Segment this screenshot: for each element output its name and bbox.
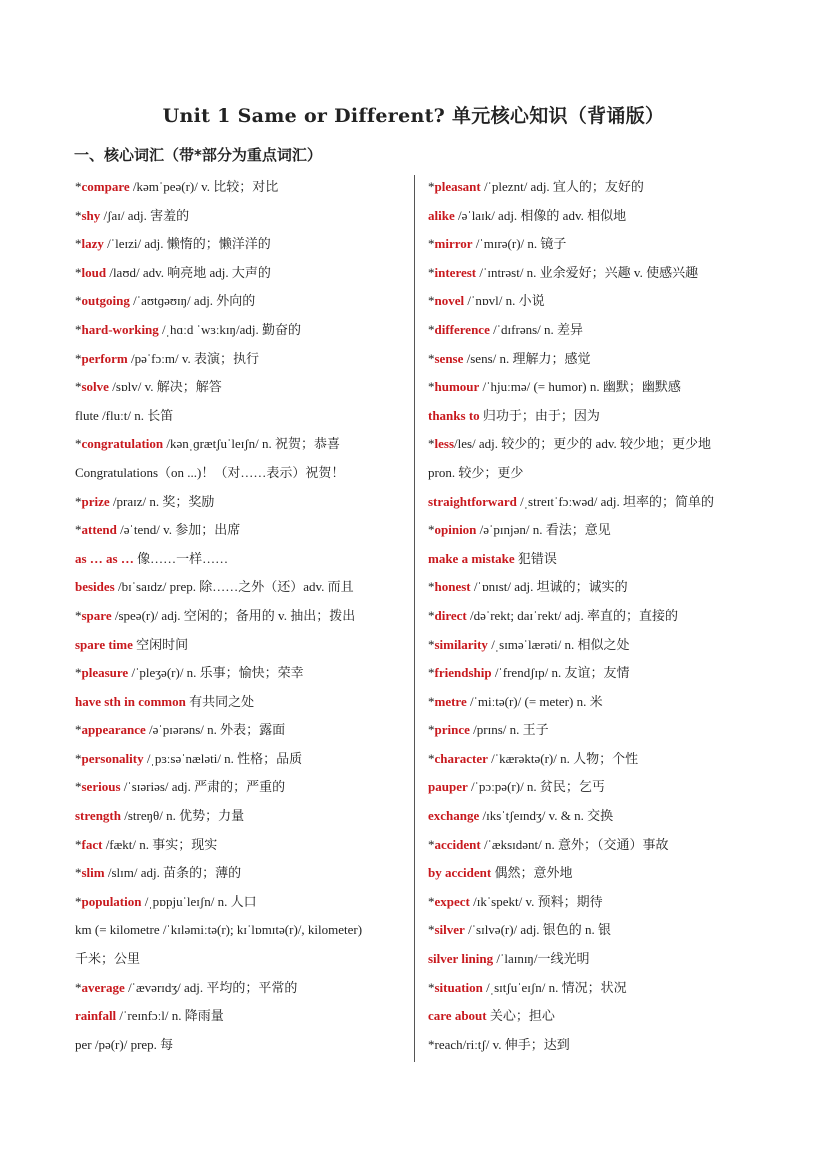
vocab-definition: /ˈhjuːmə/ (= humor) n. 幽默；幽默感 bbox=[479, 379, 681, 395]
vocab-definition: /ˈaʊtɡəʊɪŋ/ adj. 外向的 bbox=[129, 293, 256, 309]
vocab-entry bbox=[428, 974, 763, 1003]
vocab-entry bbox=[75, 773, 410, 802]
key-word-marker: * bbox=[428, 1036, 435, 1052]
vocab-entry bbox=[75, 316, 410, 345]
vocab-headword: interest bbox=[434, 264, 477, 280]
key-word-marker: * bbox=[428, 379, 435, 395]
vocab-headword: slim bbox=[81, 865, 105, 881]
vocab-headword: have sth in common bbox=[75, 693, 186, 709]
vocab-headword: spare bbox=[81, 607, 112, 623]
vocab-definition: /les/ adj. 较少的；更少的 adv. 较少地；更少地 bbox=[454, 436, 711, 452]
vocab-definition: /ˈfrendʃɪp/ n. 友谊；友情 bbox=[491, 665, 630, 681]
vocab-entry bbox=[75, 459, 410, 488]
key-word-marker: * bbox=[75, 379, 82, 395]
vocab-definition: /ˈdɪfrəns/ n. 差异 bbox=[489, 321, 584, 337]
vocab-definition: /streŋθ/ n. 优势；力量 bbox=[120, 808, 245, 824]
vocab-definition: /ˈleɪzi/ adj. 懒惰的；懒洋洋的 bbox=[103, 236, 271, 252]
vocab-headword: appearance bbox=[81, 722, 146, 738]
vocab-definition: /ˈævərɪdʒ/ adj. 平均的；平常的 bbox=[124, 979, 298, 995]
vocab-headword: population bbox=[81, 893, 142, 909]
key-word-marker: * bbox=[428, 436, 435, 452]
key-word-marker: * bbox=[75, 779, 82, 795]
vocab-definition: Congratulations（on ...)！（对……表示）祝贺！ bbox=[75, 464, 345, 480]
vocab-headword: opinion bbox=[434, 522, 477, 538]
vocab-headword: lazy bbox=[81, 236, 104, 252]
vocab-entry bbox=[428, 345, 763, 374]
vocab-headword: compare bbox=[81, 179, 130, 194]
vocab-entry bbox=[75, 831, 410, 860]
vocab-definition: /ˈmɪrə(r)/ n. 镜子 bbox=[472, 236, 567, 252]
key-word-marker: * bbox=[428, 579, 435, 595]
vocab-headword: prince bbox=[434, 722, 470, 738]
vocab-entry bbox=[75, 545, 410, 574]
vocab-headword: attend bbox=[81, 522, 117, 538]
vocab-definition: /əˈtend/ v. 参加；出席 bbox=[116, 522, 241, 538]
vocab-definition-continued: pron. 较少；更少 bbox=[428, 464, 524, 480]
vocab-entry bbox=[75, 488, 410, 517]
vocab-headword: alike bbox=[428, 207, 455, 223]
vocab-headword: fact bbox=[81, 836, 103, 852]
key-word-marker: * bbox=[75, 865, 82, 881]
vocab-entry bbox=[428, 202, 763, 231]
key-word-marker: * bbox=[75, 179, 82, 194]
vocab-entry bbox=[428, 716, 763, 745]
vocab-headword: hard-working bbox=[81, 321, 159, 337]
key-word-marker: * bbox=[428, 293, 435, 309]
vocab-definition: /ˈpleʒə(r)/ n. 乐事；愉快；荣幸 bbox=[128, 665, 304, 681]
vocab-headword: mirror bbox=[434, 236, 473, 252]
vocab-entry bbox=[428, 402, 763, 431]
vocab-entry bbox=[75, 402, 410, 431]
vocab-definition: /ˌsɪməˈlærəti/ n. 相似之处 bbox=[487, 636, 630, 652]
vocab-entry bbox=[75, 173, 410, 202]
vocab-headword: thanks to bbox=[428, 407, 480, 423]
vocab-headword: accident bbox=[434, 836, 481, 852]
vocab-entry bbox=[428, 573, 763, 602]
vocab-headword: pleasure bbox=[81, 665, 129, 681]
key-word-marker: * bbox=[428, 693, 435, 709]
vocab-definition: /ˈɪntrəst/ n. 业余爱好；兴趣 v. 使感兴趣 bbox=[476, 264, 699, 280]
vocab-definition: /əˈlaɪk/ adj. 相像的 adv. 相似地 bbox=[454, 207, 627, 223]
vocab-headword: silver lining bbox=[428, 951, 494, 967]
vocab-headword: as … as … bbox=[75, 550, 134, 566]
vocab-entry bbox=[428, 831, 763, 860]
vocab-entry bbox=[75, 430, 410, 459]
vocab-definition: /bɪˈsaɪdz/ prep. 除……之外（还）adv. 而且 bbox=[114, 579, 354, 595]
key-word-marker: * bbox=[75, 979, 82, 995]
vocab-entry bbox=[75, 802, 410, 831]
vocab-definition: /ˈmiːtə(r)/ (= meter) n. 米 bbox=[466, 693, 603, 709]
vocab-definition: /praɪz/ n. 奖；奖励 bbox=[109, 493, 215, 509]
vocab-headword: exchange bbox=[428, 808, 480, 824]
key-word-marker: * bbox=[75, 236, 82, 252]
vocab-definition: /əˈpɪərəns/ n. 外表；露面 bbox=[145, 722, 286, 738]
vocab-entry bbox=[75, 287, 410, 316]
vocab-definition: /sens/ n. 理解力；感觉 bbox=[463, 350, 591, 366]
vocab-headword: novel bbox=[434, 293, 465, 309]
page-title: Unit 1 Same or Different? 单元核心知识（背诵版） bbox=[162, 105, 665, 127]
vocab-entry bbox=[428, 230, 763, 259]
vocab-headword: care about bbox=[428, 1008, 487, 1024]
key-word-marker: * bbox=[75, 722, 82, 738]
key-word-marker: * bbox=[428, 264, 435, 280]
vocab-entry bbox=[75, 345, 410, 374]
vocab-entry bbox=[75, 716, 410, 745]
vocab-entry bbox=[75, 888, 410, 917]
vocab-entry bbox=[428, 1002, 763, 1031]
key-word-marker: * bbox=[428, 722, 435, 738]
vocab-headword: character bbox=[434, 750, 488, 766]
key-word-marker: * bbox=[75, 264, 82, 280]
vocab-definition: flute /fluːt/ n. 长笛 bbox=[75, 407, 174, 423]
key-word-marker: * bbox=[75, 436, 82, 452]
vocab-definition: 空闲时间 bbox=[132, 636, 189, 652]
vocab-definition: 关心；担心 bbox=[486, 1008, 555, 1024]
vocab-definition: 犯错误 bbox=[514, 550, 557, 566]
vocab-definition: /ˈpɔːpə(r)/ n. 贫民；乞丐 bbox=[467, 779, 605, 795]
vocab-definition: /ɪkˈspekt/ v. 预料；期待 bbox=[469, 893, 603, 909]
key-word-marker: * bbox=[428, 750, 435, 766]
vocab-headword: humour bbox=[434, 379, 480, 395]
vocab-headword: personality bbox=[81, 750, 144, 766]
vocab-headword: straightforward bbox=[428, 493, 517, 509]
vocab-definition: /ˈsɪəriəs/ adj. 严肃的；严重的 bbox=[120, 779, 286, 795]
vocab-entry bbox=[428, 745, 763, 774]
vocab-entry bbox=[75, 602, 410, 631]
vocab-entry bbox=[75, 202, 410, 231]
vocab-entry bbox=[75, 974, 410, 1003]
key-word-marker: * bbox=[75, 207, 82, 223]
vocab-entry bbox=[428, 659, 763, 688]
vocab-definition: /ˈæksɪdənt/ n. 意外；（交通）事故 bbox=[480, 836, 669, 852]
vocab-definition: /ʃaɪ/ adj. 害羞的 bbox=[100, 207, 190, 223]
vocab-definition: /laʊd/ adv. 响亮地 adj. 大声的 bbox=[106, 264, 271, 280]
key-word-marker: * bbox=[428, 836, 435, 852]
vocab-headword: metre bbox=[434, 693, 467, 709]
vocab-definition: /speə(r)/ adj. 空闲的；备用的 v. 抽出；拨出 bbox=[111, 607, 356, 623]
key-word-marker: * bbox=[428, 979, 435, 995]
key-word-marker: * bbox=[75, 522, 82, 538]
vocab-entry bbox=[428, 916, 763, 945]
vocab-headword: pauper bbox=[428, 779, 468, 795]
key-word-marker: * bbox=[75, 665, 82, 681]
vocab-entry bbox=[428, 173, 763, 202]
vocab-headword: rainfall bbox=[75, 1008, 117, 1024]
vocab-entry bbox=[428, 516, 763, 545]
vocab-definition: 像……一样…… bbox=[133, 550, 229, 566]
vocab-entry bbox=[428, 545, 763, 574]
vocab-headword: expect bbox=[434, 893, 470, 909]
vocab-headword: solve bbox=[81, 379, 109, 395]
key-word-marker: * bbox=[428, 522, 435, 538]
vocab-definition: /ˌstreɪtˈfɔːwəd/ adj. 坦率的；简单的 bbox=[516, 493, 714, 509]
vocab-definition: /ˌpɒpjuˈleɪʃn/ n. 人口 bbox=[141, 893, 257, 909]
section-heading: 一、核心词汇（带*部分为重点词汇） bbox=[74, 146, 322, 164]
key-word-marker: * bbox=[75, 750, 82, 766]
vocab-definition: 偶然；意外地 bbox=[491, 865, 573, 881]
vocab-entry bbox=[428, 430, 763, 487]
key-word-marker: * bbox=[428, 321, 435, 337]
vocab-entry bbox=[428, 373, 763, 402]
vocab-headword: friendship bbox=[434, 665, 492, 681]
vocab-definition: /pəˈfɔːm/ v. 表演；执行 bbox=[127, 350, 260, 366]
vocab-entry bbox=[75, 373, 410, 402]
vocab-headword: spare time bbox=[75, 636, 133, 652]
right-vocab-column bbox=[428, 173, 763, 1059]
vocab-definition: /ˈɒnɪst/ adj. 坦诚的；诚实的 bbox=[470, 579, 628, 595]
vocab-entry bbox=[428, 888, 763, 917]
key-word-marker: * bbox=[75, 607, 82, 623]
key-word-marker: * bbox=[75, 321, 82, 337]
vocab-entry bbox=[428, 688, 763, 717]
vocab-headword: by accident bbox=[428, 865, 492, 881]
vocab-entry bbox=[428, 488, 763, 517]
vocab-headword: prize bbox=[81, 493, 110, 509]
left-vocab-column bbox=[75, 173, 410, 1059]
key-word-marker: * bbox=[428, 179, 435, 194]
vocab-definition: /əˈpɪnjən/ n. 看法；意见 bbox=[476, 522, 611, 538]
vocab-headword: sense bbox=[434, 350, 464, 366]
vocab-headword: strength bbox=[75, 808, 121, 824]
vocab-headword: situation bbox=[434, 979, 483, 995]
vocab-definition: /ˈsɪlvə(r)/ adj. 银色的 n. 银 bbox=[464, 922, 612, 938]
vocab-entry bbox=[75, 916, 410, 973]
vocab-entry bbox=[75, 688, 410, 717]
key-word-marker: * bbox=[428, 236, 435, 252]
vocab-entry bbox=[75, 1031, 410, 1060]
vocab-headword: honest bbox=[434, 579, 471, 595]
vocab-entry bbox=[428, 602, 763, 631]
vocab-definition: /dəˈrekt; daɪˈrekt/ adj. 率直的；直接的 bbox=[466, 607, 678, 623]
vocab-entry bbox=[75, 859, 410, 888]
vocab-entry bbox=[428, 631, 763, 660]
vocab-definition: /kəmˈpeə(r)/ v. 比较；对比 bbox=[129, 179, 279, 194]
vocab-definition: /sɒlv/ v. 解决；解答 bbox=[108, 379, 222, 395]
key-word-marker: * bbox=[428, 607, 435, 623]
vocab-entry bbox=[428, 287, 763, 316]
vocab-definition-continued: 千米；公里 bbox=[75, 951, 141, 967]
vocab-definition: /ˈnɒvl/ n. 小说 bbox=[464, 293, 545, 309]
vocab-definition: 有共同之处 bbox=[185, 693, 255, 709]
key-word-marker: * bbox=[75, 836, 82, 852]
vocab-headword: outgoing bbox=[81, 293, 130, 309]
key-word-marker: * bbox=[75, 350, 82, 366]
vocab-definition: /ˌsɪtʃuˈeɪʃn/ n. 情况；状况 bbox=[482, 979, 627, 995]
vocab-headword: similarity bbox=[434, 636, 488, 652]
vocab-headword: congratulation bbox=[81, 436, 164, 452]
vocab-headword: average bbox=[81, 979, 125, 995]
key-word-marker: * bbox=[428, 665, 435, 681]
vocab-headword: make a mistake bbox=[428, 550, 515, 566]
vocab-headword: silver bbox=[434, 922, 465, 938]
vocab-definition: /prɪns/ n. 王子 bbox=[469, 722, 549, 738]
vocab-definition: 归功于；由于；因为 bbox=[479, 407, 600, 423]
vocab-headword: serious bbox=[81, 779, 121, 795]
vocab-entry bbox=[75, 259, 410, 288]
vocab-definition: /ˈkærəktə(r)/ n. 人物；个性 bbox=[487, 750, 639, 766]
vocab-entry bbox=[428, 1031, 763, 1060]
vocab-definition: /ˈpleznt/ adj. 宜人的；友好的 bbox=[480, 179, 644, 194]
key-word-marker: * bbox=[428, 636, 435, 652]
vocab-definition: /slɪm/ adj. 苗条的；薄的 bbox=[104, 865, 242, 881]
vocab-entry bbox=[75, 573, 410, 602]
vocab-headword: less bbox=[434, 436, 454, 452]
vocab-entry bbox=[428, 802, 763, 831]
vocab-headword: perform bbox=[81, 350, 128, 366]
vocab-definition: /ˌpɜːsəˈnæləti/ n. 性格；品质 bbox=[143, 750, 303, 766]
vocab-entry bbox=[75, 516, 410, 545]
vocab-definition: reach/riːtʃ/ v. 伸手；达到 bbox=[434, 1036, 570, 1052]
vocab-entry bbox=[428, 316, 763, 345]
vocab-entry bbox=[75, 659, 410, 688]
vocab-headword: loud bbox=[81, 264, 107, 280]
key-word-marker: * bbox=[428, 350, 435, 366]
vocab-definition: per /pə(r)/ prep. 每 bbox=[75, 1036, 174, 1052]
vocab-definition: /ˈreɪnfɔːl/ n. 降雨量 bbox=[116, 1008, 224, 1024]
vocab-entry bbox=[75, 1002, 410, 1031]
vocab-definition: km (= kilometre /ˈkɪləmiːtə(r); kɪˈlɒmɪtə(r)/, kilometer) bbox=[75, 922, 363, 938]
vocab-headword: direct bbox=[434, 607, 467, 623]
vocab-definition: /kənˌɡrætʃuˈleɪʃn/ n. 祝贺；恭喜 bbox=[163, 436, 341, 452]
vocab-definition: /ˈlaɪnɪŋ/一线光明 bbox=[493, 951, 590, 967]
vocab-headword: difference bbox=[434, 321, 490, 337]
vocab-headword: shy bbox=[81, 207, 101, 223]
column-divider bbox=[414, 175, 415, 1062]
vocab-headword: pleasant bbox=[434, 179, 481, 194]
key-word-marker: * bbox=[75, 293, 82, 309]
key-word-marker: * bbox=[75, 493, 82, 509]
vocab-entry bbox=[75, 230, 410, 259]
vocab-definition: /fækt/ n. 事实；现实 bbox=[102, 836, 218, 852]
vocab-entry bbox=[75, 745, 410, 774]
vocab-definition: /ɪksˈtʃeɪndʒ/ v. & n. 交换 bbox=[479, 808, 614, 824]
key-word-marker: * bbox=[75, 893, 82, 909]
vocab-entry bbox=[428, 859, 763, 888]
vocab-entry bbox=[428, 945, 763, 974]
vocab-entry bbox=[75, 631, 410, 660]
key-word-marker: * bbox=[428, 893, 435, 909]
key-word-marker: * bbox=[428, 922, 435, 938]
vocab-entry bbox=[428, 773, 763, 802]
vocab-headword: besides bbox=[75, 579, 115, 595]
vocab-definition: /ˌhɑːd ˈwɜːkɪŋ/adj. 勤奋的 bbox=[158, 321, 301, 337]
vocab-entry bbox=[428, 259, 763, 288]
